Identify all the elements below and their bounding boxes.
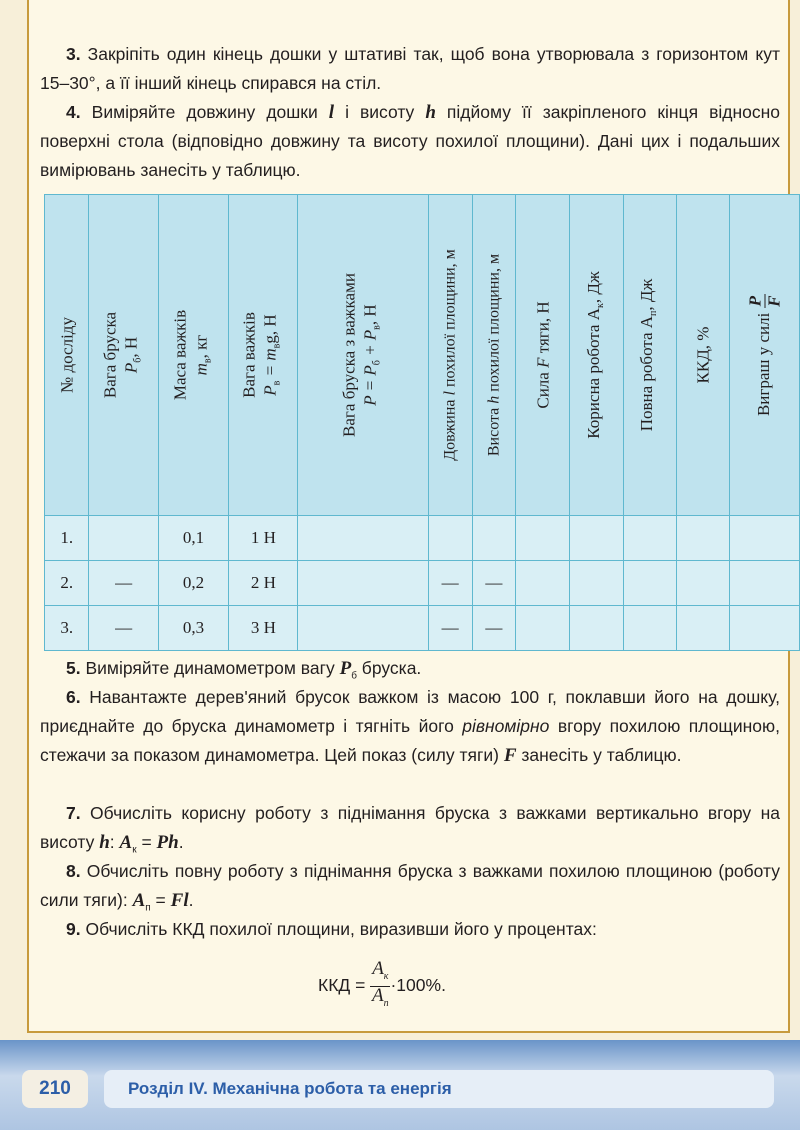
table-cell [298,561,428,606]
emphasis: рівномірно [462,716,550,736]
header-text: ККД, % [693,326,713,384]
table-cell: 0,2 [158,561,229,606]
var-sub: к [132,844,137,856]
step-text: : [109,832,120,852]
table-row [45,606,800,651]
header-var: h [485,395,503,404]
fraction-p-over-f [746,294,783,308]
var-f: F [503,745,517,766]
equals: = [150,890,171,910]
var-a: A [372,958,384,979]
formula-rhs: ·100%. [390,974,446,995]
header-text: , Дж [583,271,603,304]
header-plane-length [428,195,472,516]
chapter-title: Розділ IV. Механічна робота та енергія [104,1070,774,1108]
header-text: Висота [485,403,503,457]
header-sub: п [648,310,660,316]
header-var: + P [360,329,380,361]
step-text: Закріпіть один кінець дошки у штативі так, щоб вона утворювала з горизонтом кут 15–30°, а її інший кінець спирався на стіл. [40,44,780,93]
step-text: Навантажте дерев'яний брусок важком із масою 100 г, поклавши його на дошку, приєднайте до бруска динамометр і тягніть його [40,687,780,736]
table-cell: 1 Н [229,516,298,561]
table-cell: — [428,606,472,651]
header-text: Сила [533,367,553,409]
header-text: , Н [120,336,140,358]
efficiency-formula [318,960,446,1013]
table-cell [428,516,472,561]
formula-lhs: ККД = [318,974,371,995]
step-9 [40,915,780,944]
step-text: вгору похилою площиною, стежачи за показом динамометра. Цей показ (силу тяги) [40,716,780,765]
table-cell: 3. [45,606,89,651]
header-var: l [441,391,459,396]
table-cell: — [472,561,516,606]
step-text: . [178,832,184,852]
var-sub: б [351,670,357,682]
header-var: P [260,385,280,396]
header-sub: в [371,325,383,330]
header-experiment-number [45,195,89,516]
table-cell [472,516,516,561]
table-cell [298,606,428,651]
header-var: F [533,357,553,368]
equals: = [136,832,157,852]
header-text: Вага бруска з важками [339,273,359,437]
header-weights-mass [158,195,229,516]
table-cell [516,516,570,561]
var-a: A [119,832,133,853]
header-text: похилої площини, м [485,253,503,396]
step-3 [40,40,780,98]
table-cell [730,561,800,606]
var-sub: к [383,970,389,982]
table-cell [298,516,428,561]
table-cell [516,606,570,651]
table-cell: 3 Н [229,606,298,651]
table-row [45,516,800,561]
formula-denominator [370,984,390,1013]
table-cell [677,516,730,561]
table-cell [623,516,676,561]
header-text: , кг [190,334,210,359]
table-cell [677,606,730,651]
table-cell [677,561,730,606]
step-text: Обчисліть корисну роботу з піднімання бруска з важками вертикально вгору на висоту [40,803,780,852]
var-sub: п [145,902,151,914]
header-text: похилої площини, м [441,249,459,392]
header-traction-force [516,195,570,516]
fraction-denominator: F [764,295,784,307]
header-text: Маса важків [169,309,189,401]
table-cell: — [89,606,158,651]
table-cell: 0,3 [158,606,229,651]
table-cell [570,606,623,651]
header-text: Вага важків [239,312,259,398]
header-sub: к [594,303,606,309]
header-text: Довжина [441,395,459,461]
header-useful-work [570,195,623,516]
table-cell: 0,1 [158,516,229,561]
step-text: бруска. [356,658,422,678]
step-number: 8. [66,861,81,881]
step-text: і висоту [334,102,426,122]
header-text: , Дж [636,278,656,311]
step-text: Обчисліть ККД похилої площини, виразивши його у процентах: [85,919,597,939]
header-var: = m [260,348,280,381]
step-number: 3. [66,44,81,64]
var-l: l [328,102,335,123]
step-text: . [188,890,194,910]
table-cell: 1. [45,516,89,561]
header-text: , Н [360,304,380,326]
table-cell: — [428,561,472,606]
table-cell [730,606,800,651]
step-7 [40,799,780,865]
header-text: Виграш у силі [753,308,773,417]
table-cell [623,606,676,651]
table-cell [570,561,623,606]
header-text: № досліду [57,317,77,393]
step-number: 6. [66,687,81,707]
header-var: P = P [360,365,380,406]
step-8 [40,857,780,923]
var-h: h [99,832,110,853]
fraction-numerator: P [745,295,765,307]
header-text: Корисна робота A [583,308,603,439]
header-sub: б [132,357,144,363]
header-text: g, Н [260,314,280,344]
step-number: 5. [66,658,81,678]
header-sub: в [202,358,214,364]
step-number: 9. [66,919,81,939]
step-text: Виміряйте довжину дошки [91,102,329,122]
var-a: A [132,890,146,911]
step-text: Виміряйте динамометром вагу [85,658,340,678]
table-cell: 2 Н [229,561,298,606]
table-cell: — [472,606,516,651]
header-total-work [623,195,676,516]
formula-numerator [370,960,390,987]
header-sub: б [371,360,383,366]
table-cell [516,561,570,606]
table-cell: 2. [45,561,89,606]
table-header-row [45,195,800,516]
header-sub: в [272,380,284,386]
header-var: P [120,362,140,374]
header-var: m [190,363,210,376]
table-cell [730,516,800,561]
header-plane-height [472,195,516,516]
step-4 [40,98,780,185]
step-number: 7. [66,803,81,823]
var-h: h [425,102,436,123]
var-a: A [372,984,384,1006]
table-row [45,561,800,606]
header-text: Повна робота A [636,315,656,432]
header-weights-weight [229,195,298,516]
header-efficiency [677,195,730,516]
header-sub: в [272,343,284,349]
step-number: 4. [66,102,81,122]
header-text: тяги, Н [533,301,553,358]
header-text: Вага бруска [99,311,119,399]
var-ph: Ph [156,832,179,853]
table-cell [623,561,676,606]
header-bar-weight [89,195,158,516]
page-number: 210 [22,1070,88,1108]
step-text: занесіть у таблицю. [516,745,682,765]
measurements-table [44,194,800,651]
var-fl: Fl [170,890,189,911]
step-6 [40,683,780,770]
table-cell [570,516,623,561]
table-cell: — [89,561,158,606]
step-text: підйому її закріпленого кінця відносно поверхні стола (відповідно довжину та висоту похилої площини). Дані цих і подальших вимірювань занесіть у таблицю. [40,102,781,180]
var-sub: п [383,997,389,1009]
header-bar-with-weights [298,195,428,516]
formula-fraction [370,960,390,1013]
header-force-gain [730,195,800,516]
var-p: P [339,658,352,679]
table-cell [89,516,158,561]
step-text: Обчисліть повну роботу з піднімання бруска з важками похилою площиною (роботу сили тяги): [40,861,780,910]
